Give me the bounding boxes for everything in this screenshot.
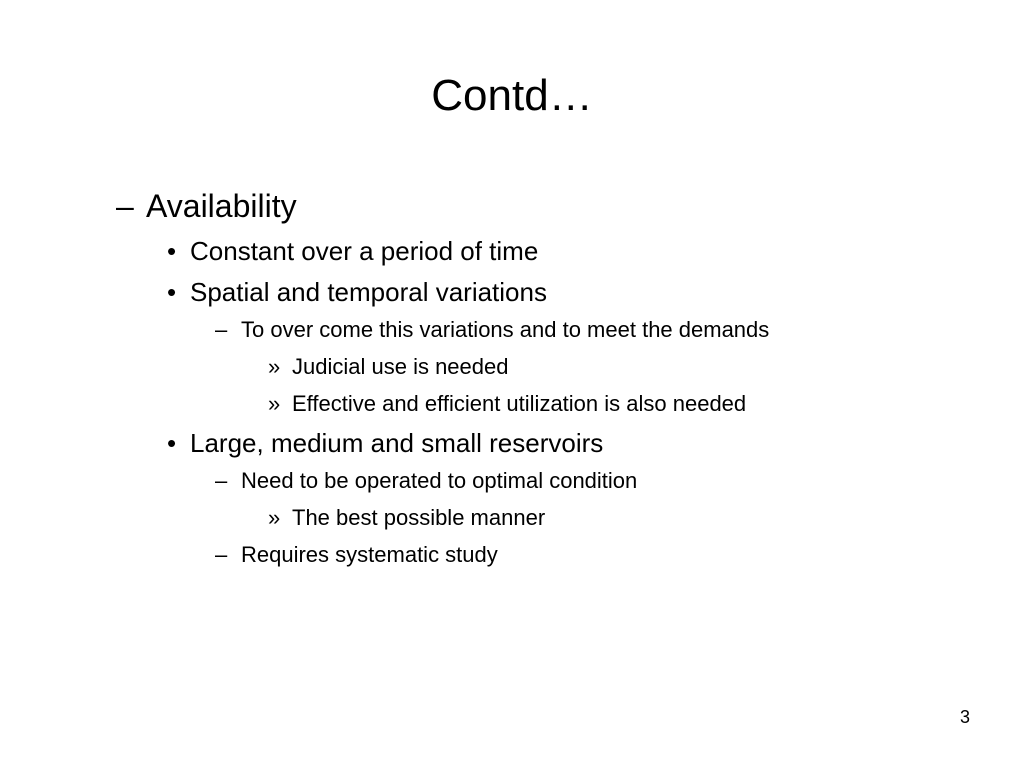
guillemet-marker: »	[268, 505, 281, 530]
bullet-marker: •	[167, 277, 177, 307]
dash-marker: –	[215, 542, 228, 567]
bullet-item-text: Requires systematic study	[241, 542, 498, 567]
slide-title: Contd…	[431, 71, 593, 120]
bullet-marker: •	[167, 236, 177, 266]
bullet-item-text: Need to be operated to optimal condition	[241, 468, 638, 493]
page-number: 3	[959, 707, 970, 727]
bullet-item-text: Effective and efficient utilization is also needed	[292, 391, 747, 416]
dash-marker: –	[116, 188, 134, 224]
bullet-item-text: Constant over a period of time	[190, 236, 539, 266]
dash-marker: –	[215, 468, 228, 493]
bullet-item-text: Spatial and temporal variations	[190, 277, 547, 307]
guillemet-marker: »	[268, 354, 281, 379]
bullet-item-text: To over come this variations and to meet the demands	[241, 317, 770, 342]
bullet-item-text: Availability	[146, 188, 297, 224]
dash-marker: –	[215, 317, 228, 342]
bullet-item-text: Large, medium and small reservoirs	[190, 428, 604, 458]
bullet-item-text: Judicial use is needed	[292, 354, 509, 379]
bullet-item-text: The best possible manner	[292, 505, 546, 530]
bullet-marker: •	[167, 428, 177, 458]
guillemet-marker: »	[268, 391, 281, 416]
